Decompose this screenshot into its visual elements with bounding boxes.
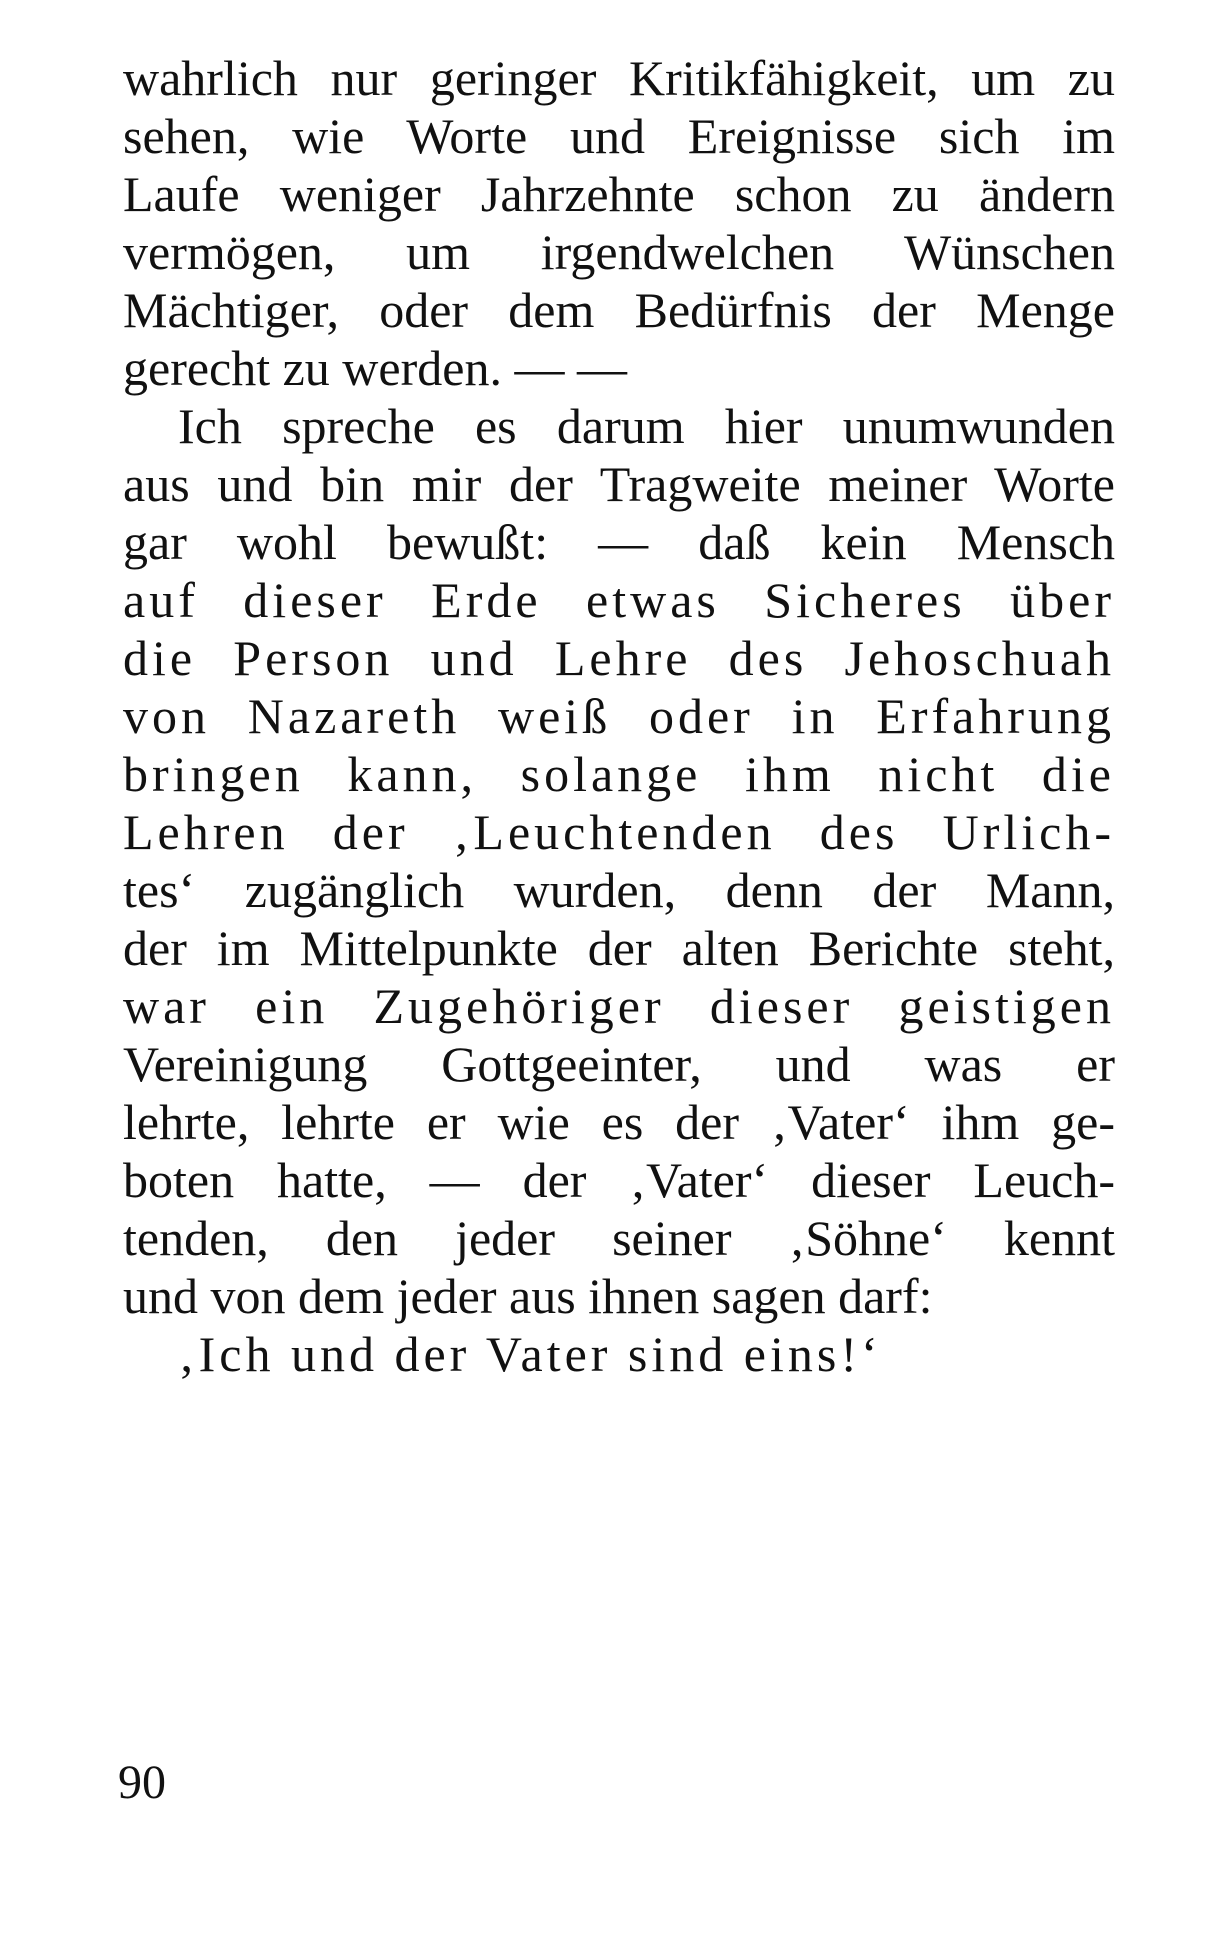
text-line: und von dem jeder aus ihnen sagen darf: [123,1268,933,1324]
text-line: die Person und Lehre des Jehoschuah [123,630,1115,686]
text-line: bringen kann, solange ihm nicht die [123,746,1115,802]
text-line: Mächtiger, oder dem Bedürfnis der Menge [123,282,1115,338]
text-line: auf dieser Erde etwas Sicheres über [123,572,1115,628]
paragraph-start-line: Ich spreche es darum hier unumwunden [178,398,1115,454]
text-line: Laufe weniger Jahrzehnte schon zu ändern [123,166,1115,222]
text-line: der im Mittelpunkte der alten Berichte steht, [123,920,1115,976]
text-line: gerecht zu werden. — — [123,340,627,396]
text-line: gar wohl bewußt: — daß kein Mensch [123,514,1115,570]
text-line: von Nazareth weiß oder in Erfahrung [123,688,1115,744]
text-line: vermögen, um irgendwelchen Wünschen [123,224,1115,280]
quote-line: ‚Ich und der Vater sind eins!‘ [178,1326,882,1382]
text-line: Vereinigung Gottgeeinter, und was er [123,1036,1115,1092]
text-line: war ein Zugehöriger dieser geistigen [123,978,1115,1034]
text-line: tes‘ zugänglich wurden, denn der Mann, [123,862,1115,918]
text-line: sehen, wie Worte und Ereignisse sich im [123,108,1115,164]
page-number: 90 [118,1756,166,1809]
text-line: aus und bin mir der Tragweite meiner Worte [123,456,1115,512]
text-line: wahrlich nur geringer Kritikfähigkeit, um zu [123,50,1115,106]
text-line: boten hatte, — der ‚Vater‘ dieser Leuch- [123,1152,1115,1208]
text-line: lehrte, lehrte er wie es der ‚Vater‘ ihm ge- [123,1094,1115,1150]
text-line: tenden, den jeder seiner ‚Söhne‘ kennt [123,1210,1115,1266]
text-line: Lehren der ‚Leuchtenden des Urlich- [123,804,1115,860]
